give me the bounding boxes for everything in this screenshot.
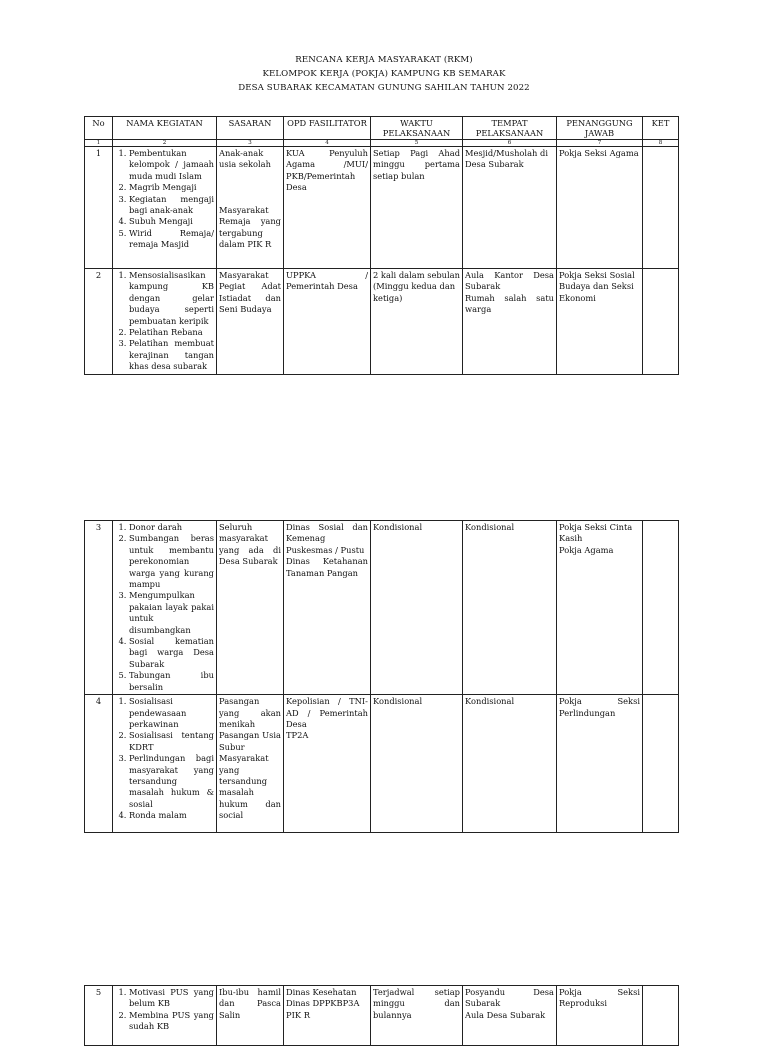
kegiatan-cell (113, 147, 217, 269)
opd-text: PIK R (286, 1009, 310, 1020)
column-number: 4 (284, 140, 371, 147)
waktu-cell (371, 521, 463, 695)
sasaran-text: Masyarakat Pegiat Adat Istiadat dan Seni Budaya (219, 270, 281, 315)
column-number: 2 (113, 140, 217, 147)
tempat-text: Rumah salah satu warga (465, 292, 554, 315)
header-nama-kegiatan: NAMA KEGIATAN (113, 117, 217, 140)
opd-cell (284, 147, 371, 269)
tempat-text: Mesjid/Musholah di Desa Subarak (465, 148, 548, 170)
column-number: 3 (217, 140, 284, 147)
sasaran-text: Pasangan Usia Subur (219, 730, 281, 752)
pj-text: Pokja Seksi Perlindungan (559, 696, 640, 718)
row-number: 4 (85, 695, 113, 833)
ket-cell (643, 147, 679, 269)
kegiatan-item: 1. Pembentukan kelompok / jamaah muda mudi Islam (129, 148, 214, 182)
pj-cell (557, 147, 643, 269)
tempat-cell (463, 147, 557, 269)
waktu-text: Kondisional (373, 696, 423, 707)
row-number: 3 (85, 521, 113, 695)
pj-text: Pokja Seksi Agama (559, 148, 639, 158)
header-waktu-pelaksanaan: WAKTU PELAKSANAAN (371, 117, 463, 140)
header-penanggung-jawab: PENANGGUNG JAWAB (557, 117, 643, 140)
pj-cell (557, 986, 643, 1046)
opd-text: Kepolisian / TNI-AD / Pemerintah Desa (286, 696, 368, 729)
opd-text: Dinas Sosial dan Kemenag (286, 522, 368, 544)
sasaran-text: Pasangan yang akan menikah (219, 696, 281, 729)
waktu-cell (371, 147, 463, 269)
ket-cell (643, 269, 679, 375)
document-title-line-1: RENCANA KERJA MASYARAKAT (RKM) (295, 55, 473, 65)
opd-cell (284, 269, 371, 375)
header-opd-fasilitator: OPD FASILITATOR (284, 117, 371, 140)
opd-cell (284, 986, 371, 1046)
column-number: 7 (557, 140, 643, 147)
table-row (85, 695, 679, 833)
pj-text: Pokja Seksi Reproduksi (559, 987, 640, 1009)
kegiatan-item: 2. Magrib Mengaji (129, 182, 214, 193)
column-number: 8 (643, 140, 679, 147)
kegiatan-item: 5. Wirid Remaja/ remaja Masjid (129, 228, 214, 251)
kegiatan-item: 3. Pelatihan membuat kerajinan tangan khas desa subarak (129, 338, 214, 372)
table-row (85, 986, 679, 1046)
sasaran-text: Seluruh masyarakat yang ada di Desa Subarak (219, 522, 281, 567)
table-row (85, 269, 679, 375)
tempat-text: Aula Kantor Desa Subarak (465, 270, 554, 292)
kegiatan-item: 4. Sosial kematian bagi warga Desa Subarak (129, 636, 214, 670)
waktu-text: Terjadwal setiap minggu dan bulannya (373, 987, 460, 1020)
opd-cell (284, 521, 371, 695)
waktu-cell (371, 695, 463, 833)
kegiatan-cell (113, 695, 217, 833)
table-row (85, 521, 679, 695)
tempat-text: Kondisional (465, 522, 515, 532)
tempat-cell (463, 695, 557, 833)
header-tempat-pelaksanaan: TEMPAT PELAKSANAAN (463, 117, 557, 140)
column-number: 1 (85, 140, 113, 147)
opd-cell (284, 695, 371, 833)
sasaran-text: Masyarakat yang tersandung masalah hukum dan social (219, 753, 281, 821)
kegiatan-item: 2. Membina PUS yang sudah KB (129, 1010, 214, 1033)
kegiatan-item: 1. Donor darah (129, 522, 214, 533)
kegiatan-item: 4. Subuh Mengaji (129, 216, 214, 227)
kegiatan-item: 2. Sumbangan beras untuk membantu perekonomian warga yang kurang mampu (129, 533, 214, 590)
pj-text: Pokja Seksi Sosial Budaya dan Seksi Ekonomi (559, 270, 635, 303)
kegiatan-item: 1. Motivasi PUS yang belum KB (129, 987, 214, 1010)
column-number: 5 (371, 140, 463, 147)
waktu-cell (371, 269, 463, 375)
opd-text: Dinas Kesehatan Dinas DPPKBP3A (286, 987, 360, 1009)
ket-cell (643, 695, 679, 833)
pj-cell (557, 521, 643, 695)
kegiatan-item: 5. Tabungan ibu bersalin (129, 670, 214, 693)
kegiatan-cell (113, 986, 217, 1046)
pj-cell (557, 269, 643, 375)
kegiatan-item: 3. Mengumpulkan pakaian layak pakai untuk disumbangkan (129, 590, 214, 636)
tempat-text: Posyandu Desa Subarak (465, 987, 554, 1009)
kegiatan-item: 2. Sosialisasi tentang KDRT (129, 730, 214, 753)
row-number: 2 (85, 269, 113, 375)
kegiatan-cell (113, 269, 217, 375)
pj-text: Pokja Seksi Cinta Kasih (559, 522, 633, 544)
sasaran-text: Ibu-ibu hamil dan Pasca Salin (219, 987, 281, 1020)
sasaran-cell (217, 269, 284, 375)
rkm-table-part-3 (84, 985, 679, 1046)
kegiatan-item: 1. Sosialisasi pendewasaan perkawinan (129, 696, 214, 730)
sasaran-cell (217, 147, 284, 269)
waktu-text: Kondisional (373, 522, 423, 532)
document-title-line-3: DESA SUBARAK KECAMATAN GUNUNG SAHILAN TAHUN 2022 (238, 83, 530, 93)
waktu-text: Setiap Pagi Ahad minggu pertama setiap bulan (373, 148, 460, 181)
header-no: No (85, 117, 113, 140)
kegiatan-item: 1. Mensosialisasikan kampung KB dengan gelar budaya seperti pembuatan keripik (129, 270, 214, 327)
document-title-line-2: KELOMPOK KERJA (POKJA) KAMPUNG KB SEMARAK (262, 69, 506, 79)
kegiatan-item: 3. Perlindungan bagi masyarakat yang tersandung masalah hukum & sosial (129, 753, 214, 810)
sasaran-text: Anak-anak usia sekolah (219, 148, 271, 170)
kegiatan-item: 4. Ronda malam (129, 810, 214, 821)
kegiatan-item: 2. Pelatihan Rebana (129, 327, 214, 338)
row-number: 5 (85, 986, 113, 1046)
opd-text: TP2A (286, 730, 309, 741)
kegiatan-cell (113, 521, 217, 695)
tempat-cell (463, 269, 557, 375)
waktu-text: 2 kali dalam sebulan (Minggu kedua dan ketiga) (373, 270, 460, 303)
ket-cell (643, 986, 679, 1046)
rkm-table-part-1 (84, 116, 679, 375)
sasaran-cell (217, 695, 284, 833)
column-number: 6 (463, 140, 557, 147)
tempat-text: Aula Desa Subarak (465, 1009, 546, 1020)
header-sasaran: SASARAN (217, 117, 284, 140)
sasaran-cell (217, 521, 284, 695)
opd-text: Puskesmas / Pustu (286, 544, 365, 555)
rkm-table-part-2 (84, 520, 679, 833)
opd-text: Dinas Ketahanan Tanaman Pangan (286, 556, 368, 578)
sasaran-text: Masyarakat Remaja yang tergabung dalam PIK R (219, 204, 281, 250)
table-row (85, 147, 679, 269)
sasaran-cell (217, 986, 284, 1046)
tempat-text: Kondisional (465, 696, 515, 707)
header-ket: KET (643, 117, 679, 140)
kegiatan-item: 3. Kegiatan mengaji bagi anak-anak (129, 194, 214, 217)
row-number: 1 (85, 147, 113, 269)
tempat-cell (463, 986, 557, 1046)
tempat-cell (463, 521, 557, 695)
ket-cell (643, 521, 679, 695)
pj-cell (557, 695, 643, 833)
opd-text: KUA Penyuluh Agama /MUI/ PKB/Pemerintah Desa (286, 148, 368, 193)
table-header-row (85, 117, 679, 140)
pj-text: Pokja Agama (559, 544, 614, 555)
opd-text: UPPKA / Pemerintah Desa (286, 270, 368, 292)
column-number-row (85, 140, 679, 147)
waktu-cell (371, 986, 463, 1046)
